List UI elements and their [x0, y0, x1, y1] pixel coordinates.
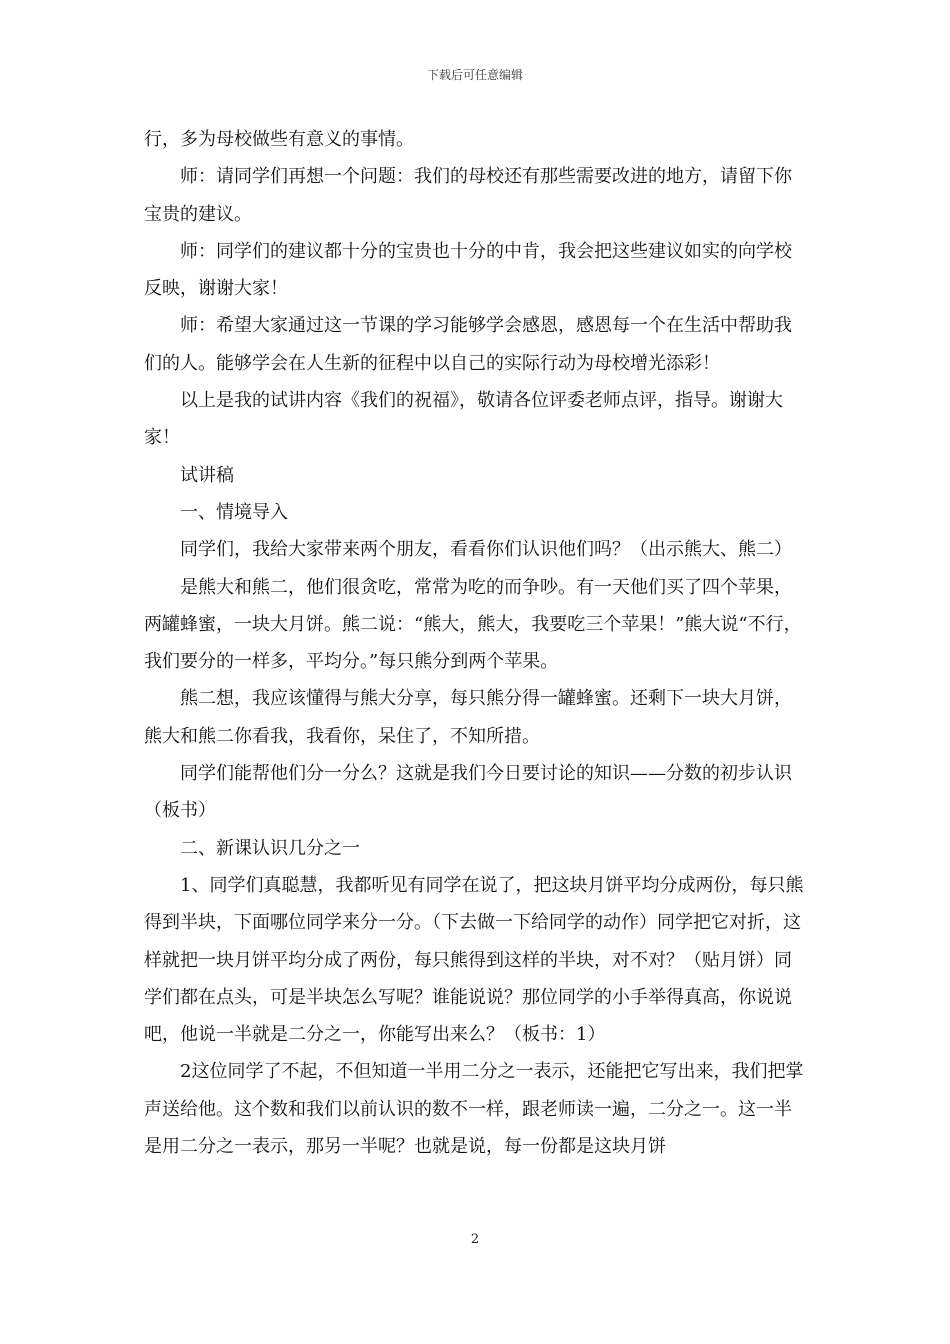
paragraph: 师：希望大家通过这一节课的学习能够学会感恩，感恩每一个在生活中帮助我们的人。能够学会在人生新的征程中以自己的实际行动为母校增光添彩！ — [144, 315, 792, 374]
paragraph: 以上是我的试讲内容《我们的祝福》，敬请各位评委老师点评，指导。谢谢大家！ — [144, 390, 783, 449]
paragraph: 同学们，我给大家带来两个朋友，看看你们认识他们吗？（出示熊大、熊二） — [180, 539, 792, 561]
paragraph: 师：同学们的建议都十分的宝贵也十分的中肯，我会把这些建议如实的向学校反映，谢谢大家！ — [144, 240, 792, 300]
section-heading: 一、情境导入 — [180, 501, 288, 523]
page-header: 下载后可任意编辑 — [426, 68, 523, 82]
paragraph: 行，多为母校做些有意义的事情。 — [144, 129, 414, 150]
paragraph: 1、同学们真聪慧，我都听见有同学在说了，把这块月饼平均分成两份，每只熊得到半块，下面哪位同学来分一分。（下去做一下给同学的动作）同学把它对折，这样就把一块月饼平均分成了两份，每只熊得到这样的半块，对不对？（贴月饼）同学们都在点头，可是半块怎么写呢？谁能说说？那位同学的小手举得真高，你说说吧，他说一半就是二分之一，你能写出来么？（板书：1） — [144, 874, 804, 1046]
paragraph: 同学们能帮他们分一分么？这就是我们今日要讨论的知识——分数的初步认识（板书） — [144, 763, 792, 822]
page-number: 2 — [470, 1232, 480, 1247]
paragraph: 是熊大和熊二，他们很贪吃，常常为吃的而争吵。有一天他们买了四个苹果，两罐蜂蜜，一块大月饼。熊二说：“熊大，熊大，我要吃三个苹果！”熊大说“不行，我们要分的一样多，平均分。”每只熊分到两个苹果。 — [144, 576, 802, 673]
paragraph: 师：请同学们再想一个问题：我们的母校还有那些需要改进的地方，请留下你宝贵的建议。 — [144, 166, 792, 225]
paragraph: 熊二想，我应该懂得与熊大分享，每只熊分得一罐蜂蜜。还剩下一块大月饼，熊大和熊二你看我，我看你，呆住了，不知所措。 — [144, 688, 792, 747]
section-title: 试讲稿 — [180, 464, 234, 486]
paragraph: 2这位同学了不起，不但知道一半用二分之一表示，还能把它写出来，我们把掌声送给他。这个数和我们以前认识的数不一样，跟老师读一遍，二分之一。这一半是用二分之一表示，那另一半呢？也就是说，每一份都是这块月饼 — [144, 1061, 804, 1158]
section-heading: 二、新课认识几分之一 — [180, 837, 360, 859]
document-body — [144, 121, 808, 1165]
